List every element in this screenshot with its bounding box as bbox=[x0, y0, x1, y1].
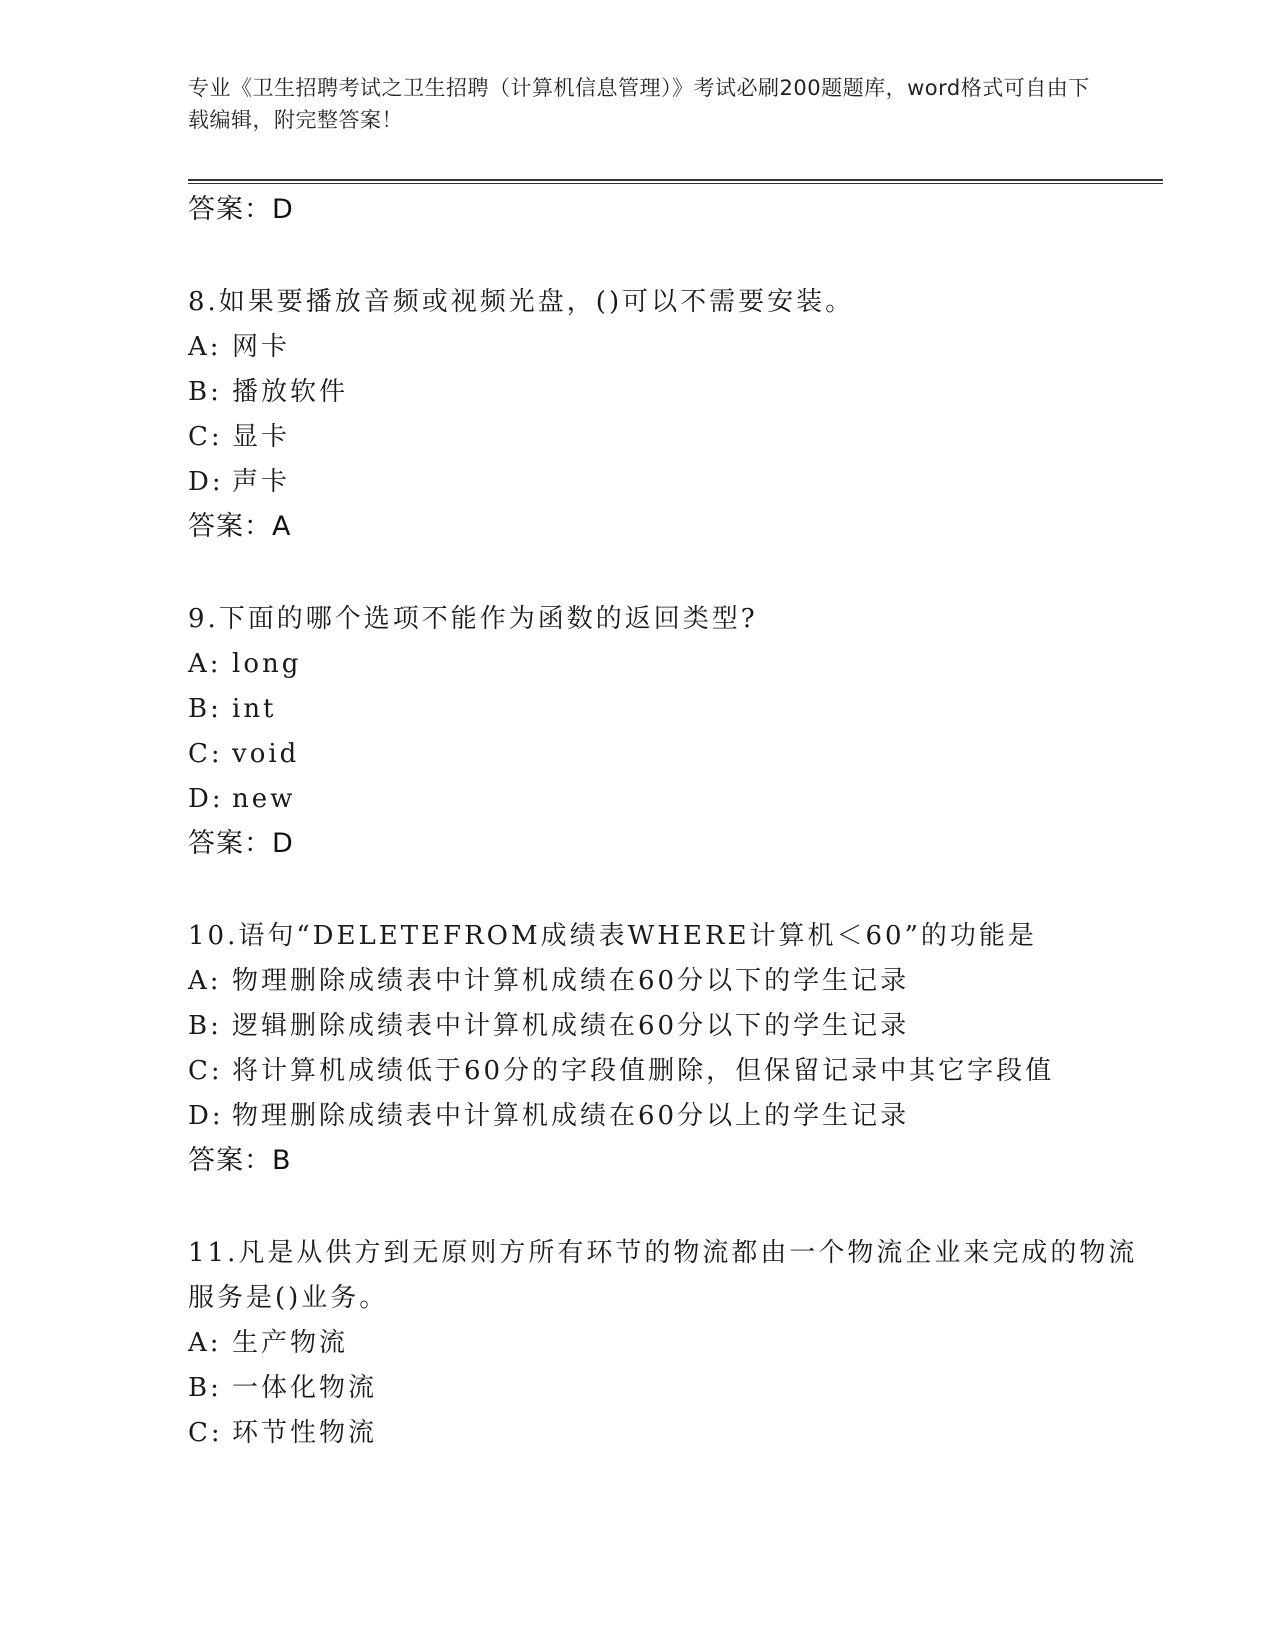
option-row bbox=[188, 370, 1158, 415]
option-row bbox=[188, 1049, 1158, 1094]
answer-line: 答案：B bbox=[188, 1145, 292, 1176]
option-key: C: bbox=[188, 1056, 223, 1086]
option-row bbox=[188, 687, 1158, 732]
option-key: B: bbox=[188, 377, 222, 407]
option-text: 将计算机成绩低于60分的字段值删除，但保留记录中其它字段值 bbox=[232, 1056, 1055, 1086]
option-row bbox=[188, 1321, 1158, 1366]
option-text: long bbox=[232, 649, 302, 679]
option-text: 播放软件 bbox=[232, 377, 349, 407]
option-text: 物理删除成绩表中计算机成绩在60分以上的学生记录 bbox=[232, 1101, 910, 1131]
option-key: A: bbox=[188, 649, 222, 679]
option-row bbox=[188, 1411, 1158, 1456]
option-text: int bbox=[232, 694, 277, 724]
option-text: 环节性物流 bbox=[232, 1418, 378, 1448]
question-stem: 9.下面的哪个选项不能作为函数的返回类型? bbox=[188, 604, 758, 634]
option-key: B: bbox=[188, 1011, 222, 1041]
option-text: 显卡 bbox=[232, 422, 291, 452]
option-key: C: bbox=[188, 422, 223, 452]
option-text: new bbox=[232, 784, 296, 814]
option-row bbox=[188, 732, 1158, 777]
question-block bbox=[188, 1231, 1158, 1456]
option-key: B: bbox=[188, 694, 222, 724]
option-row bbox=[188, 460, 1158, 505]
question-block bbox=[188, 914, 1158, 1183]
question-block bbox=[188, 597, 1158, 866]
option-text: 网卡 bbox=[232, 332, 291, 362]
answer-line: 答案：D bbox=[188, 194, 294, 225]
answer-line: 答案：D bbox=[188, 828, 294, 859]
option-row bbox=[188, 325, 1158, 370]
option-row bbox=[188, 1004, 1158, 1049]
question-block bbox=[188, 280, 1158, 549]
option-row bbox=[188, 1094, 1158, 1139]
option-text: 一体化物流 bbox=[232, 1373, 378, 1403]
question-stem: 10.语句“DELETEFROM成绩表WHERE计算机＜60”的功能是 bbox=[188, 921, 1037, 951]
option-row bbox=[188, 1366, 1158, 1411]
option-key: D: bbox=[188, 467, 224, 497]
question-stem: 11.凡是从供方到无原则方所有环节的物流都由一个物流企业来完成的物流服务是()业务。 bbox=[188, 1238, 1138, 1313]
page-header: 专业《卫生招聘考试之卫生招聘（计算机信息管理）》考试必刷200题题库，word格式可自由下载编辑，附完整答案！ bbox=[188, 76, 1090, 132]
question-spacer bbox=[188, 549, 1158, 597]
option-text: 声卡 bbox=[232, 467, 291, 497]
answer-line: 答案：A bbox=[188, 511, 292, 542]
option-text: 物理删除成绩表中计算机成绩在60分以下的学生记录 bbox=[232, 966, 910, 996]
question-spacer bbox=[188, 232, 1158, 280]
option-key: A: bbox=[188, 966, 222, 996]
option-key: B: bbox=[188, 1373, 222, 1403]
option-key: D: bbox=[188, 1101, 224, 1131]
option-key: A: bbox=[188, 332, 222, 362]
question-stem: 8.如果要播放音频或视频光盘，()可以不需要安装。 bbox=[188, 287, 855, 317]
option-key: C: bbox=[188, 1418, 223, 1448]
question-spacer bbox=[188, 1183, 1158, 1231]
option-text: void bbox=[232, 739, 300, 769]
question-spacer bbox=[188, 866, 1158, 914]
question-list bbox=[188, 188, 1158, 1456]
option-row bbox=[188, 415, 1158, 460]
option-row bbox=[188, 777, 1158, 822]
option-row bbox=[188, 959, 1158, 1004]
option-key: C: bbox=[188, 739, 223, 769]
header-divider bbox=[188, 179, 1163, 184]
option-text: 生产物流 bbox=[232, 1328, 349, 1358]
option-row bbox=[188, 642, 1158, 687]
option-text: 逻辑删除成绩表中计算机成绩在60分以下的学生记录 bbox=[232, 1011, 910, 1041]
option-key: A: bbox=[188, 1328, 222, 1358]
option-key: D: bbox=[188, 784, 224, 814]
